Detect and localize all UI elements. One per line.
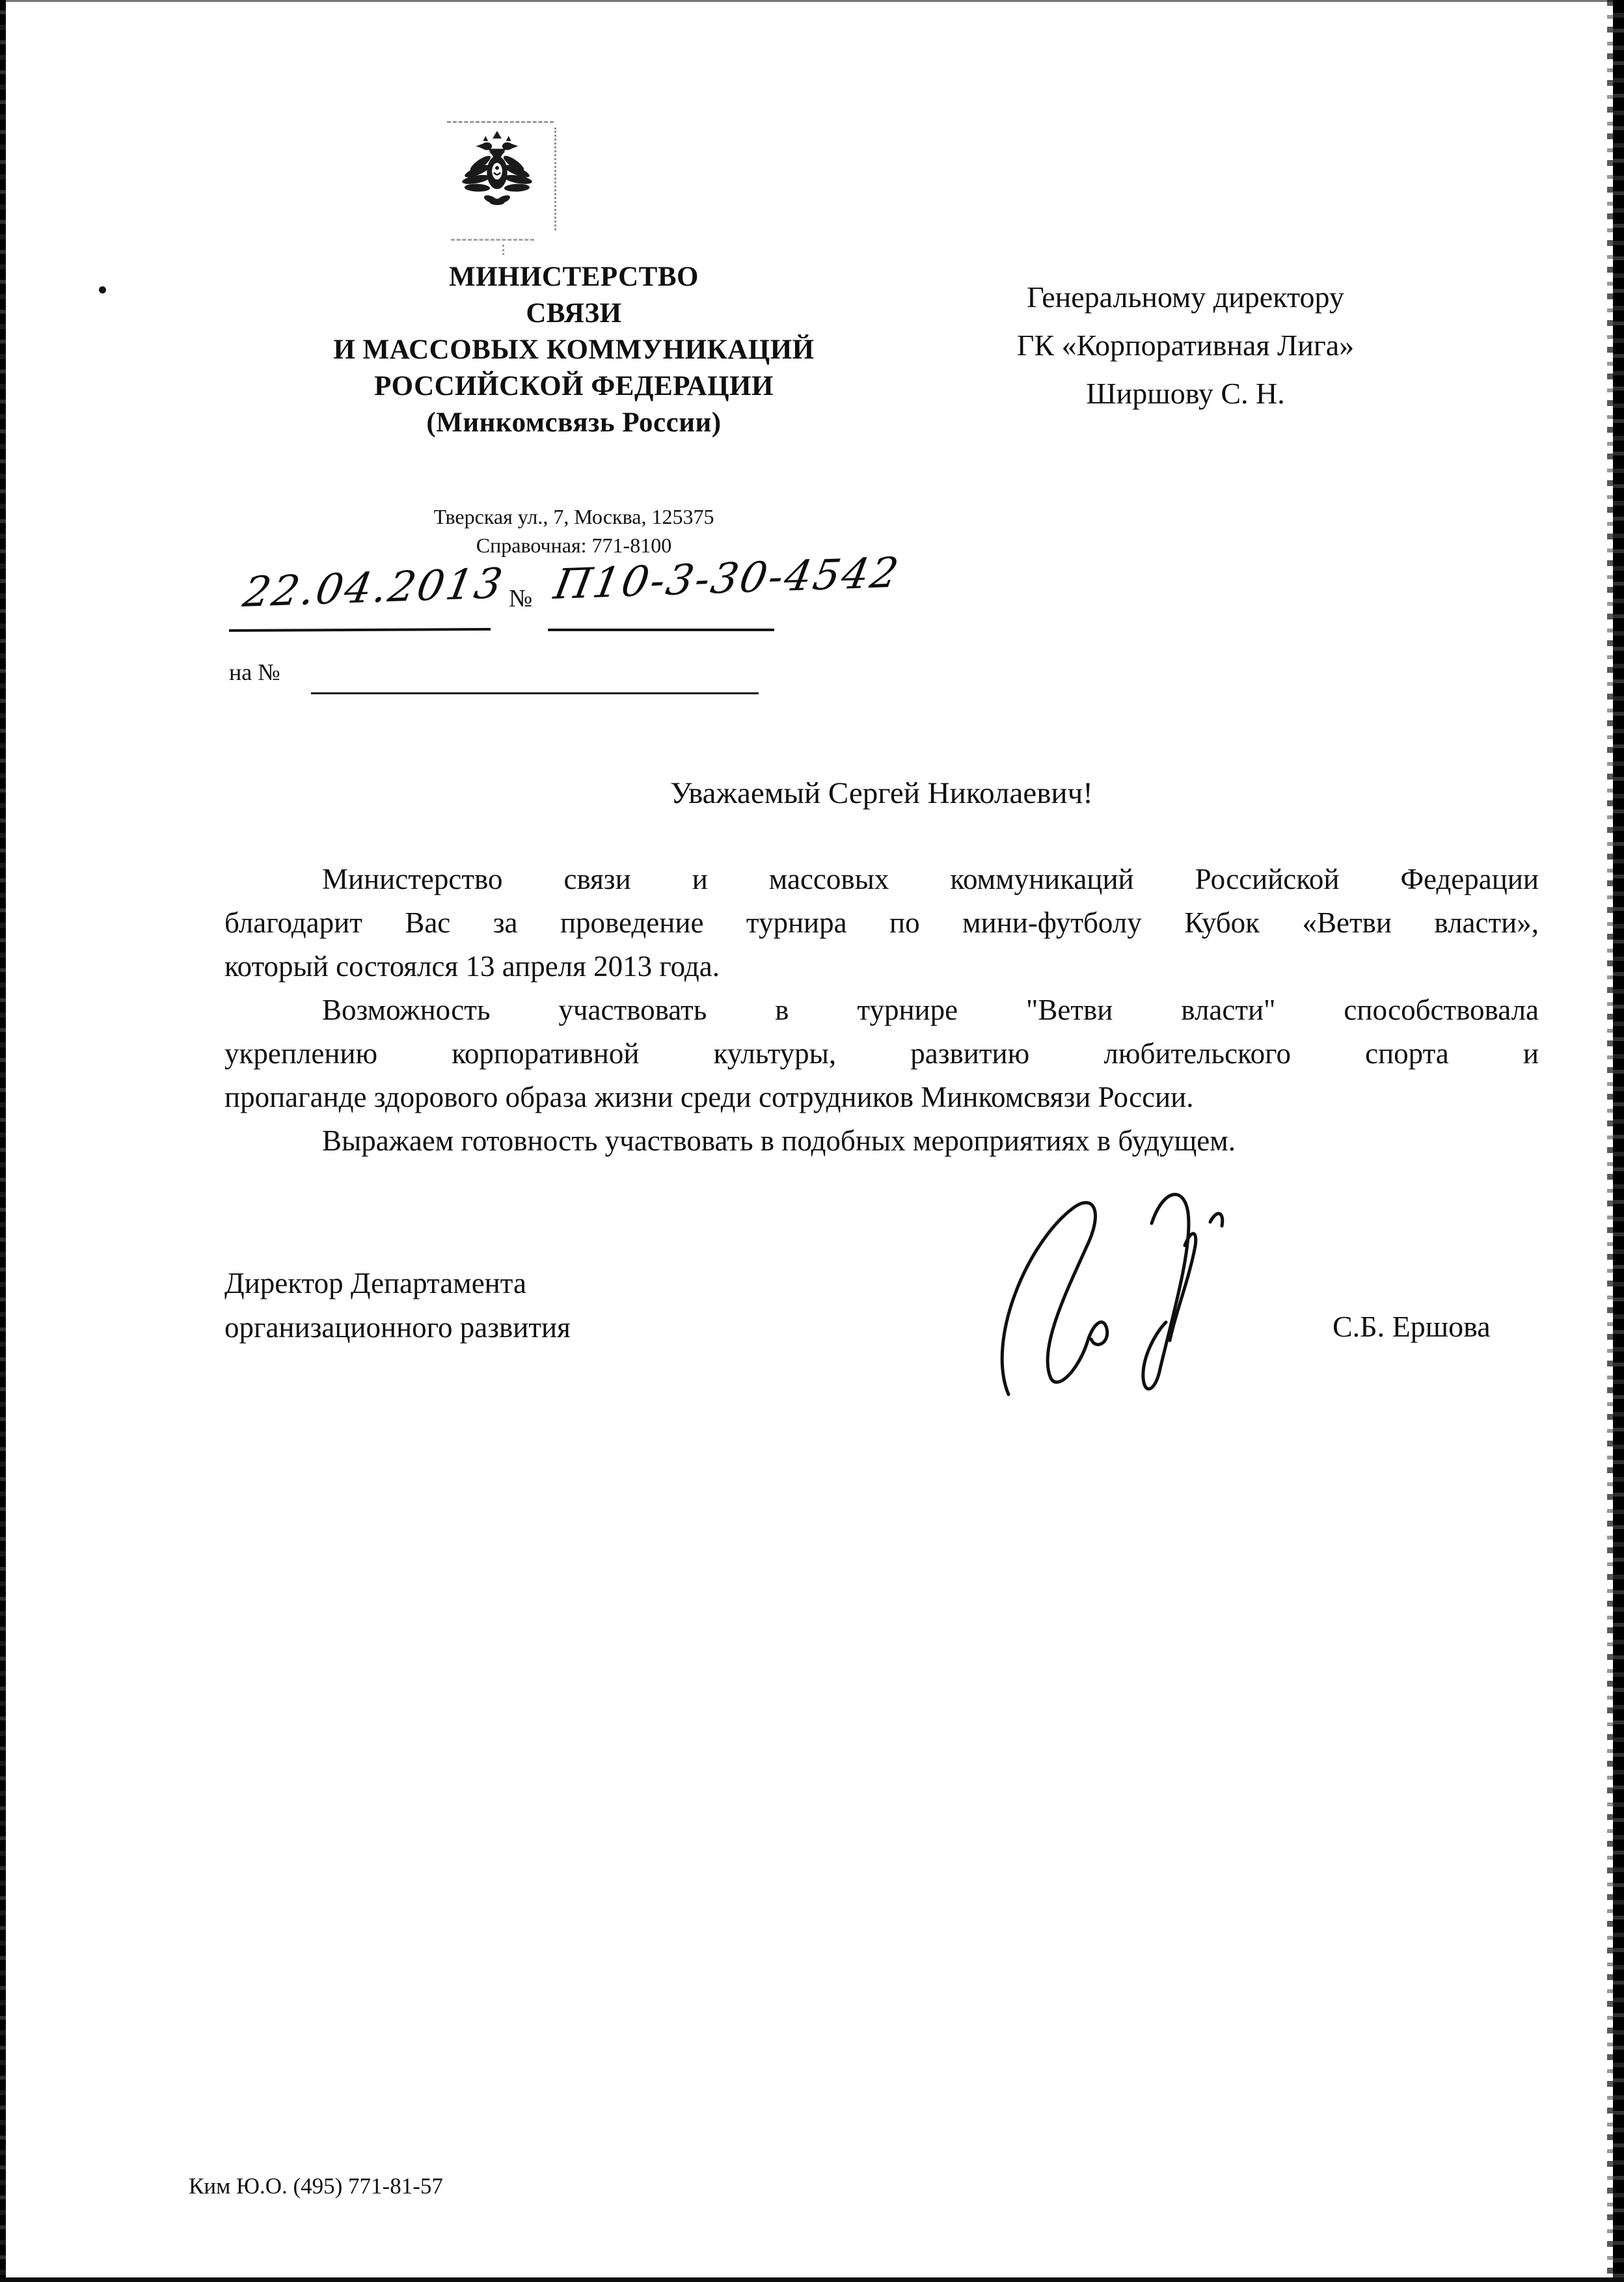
recipient-block bbox=[945, 273, 1426, 418]
body-line: пропаганде здорового образа жизни среди сотрудников Минкомсвязи России. bbox=[224, 1081, 1194, 1113]
signer-name: С.Б. Ершова bbox=[1333, 1310, 1491, 1343]
body-line: который состоялся 13 апреля 2013 года. bbox=[224, 950, 720, 983]
outgoing-number-handwritten: П10-3-30-4542 bbox=[550, 549, 904, 609]
recipient-line: Ширшову С. Н. bbox=[1086, 377, 1285, 410]
scan-edge-right bbox=[1613, 0, 1624, 2282]
recipient-line: ГК «Корпоративная Лига» bbox=[1016, 329, 1355, 362]
ministry-name-block bbox=[229, 259, 919, 441]
date-underline bbox=[229, 628, 491, 632]
body-line: Возможность участвовать в турнире "Ветви власти" способствовала bbox=[322, 994, 1539, 1026]
org-address-block bbox=[229, 502, 919, 560]
ministry-line: МИНИСТЕРСТВО bbox=[449, 262, 699, 292]
reply-ref-blank-line bbox=[311, 692, 759, 694]
scan-edge-right-speckle bbox=[1607, 0, 1613, 2282]
emblem-block bbox=[444, 121, 556, 242]
body-line: укреплению корпоративной культуры, развитию любительского спорта и bbox=[224, 1037, 1539, 1070]
reply-ref-label: на № bbox=[229, 659, 280, 685]
crop-mark-top bbox=[447, 121, 554, 123]
signer-title-block bbox=[224, 1261, 571, 1350]
signer-title-line: организационного развития bbox=[224, 1311, 571, 1344]
body-line: Выражаем готовность участвовать в подобных мероприятиях в будущем. bbox=[322, 1124, 1236, 1157]
crop-mark-right bbox=[554, 128, 556, 230]
crop-mark-bottom bbox=[451, 239, 534, 241]
executor-contact: Ким Ю.О. (495) 771-81-57 bbox=[189, 2173, 443, 2199]
signature-scrawl-icon bbox=[989, 1183, 1262, 1398]
letter-body bbox=[224, 858, 1539, 1163]
ministry-line: РОССИЙСКОЙ ФЕДЕРАЦИИ bbox=[374, 371, 774, 401]
numero-sign: № bbox=[509, 585, 533, 612]
signer-title-line: Директор Департамента bbox=[224, 1267, 526, 1299]
recipient-line: Генеральному директору bbox=[1027, 280, 1344, 314]
crop-mark-tick bbox=[502, 245, 504, 255]
ink-dot-artifact bbox=[99, 286, 106, 293]
ministry-line: СВЯЗИ bbox=[526, 298, 622, 329]
ministry-line: И МАССОВЫХ КОММУНИКАЦИЙ bbox=[333, 334, 815, 365]
org-address-line: Тверская ул., 7, Москва, 125375 bbox=[433, 505, 714, 528]
scan-edge-bottom bbox=[0, 2277, 1624, 2282]
number-underline bbox=[548, 629, 774, 631]
scan-edge-left bbox=[0, 0, 6, 2282]
ministry-line: (Минкомсвязь России) bbox=[426, 407, 722, 438]
russian-coat-of-arms-icon bbox=[459, 129, 535, 215]
outgoing-date-handwritten: 22.04.2013 bbox=[239, 560, 508, 617]
org-address-line: Справочная: 771-8100 bbox=[476, 534, 672, 557]
salutation: Уважаемый Сергей Николаевич! bbox=[670, 776, 1093, 810]
scan-edge-top bbox=[0, 0, 1624, 2]
body-line: Министерство связи и массовых коммуникаций Российской Федерации bbox=[322, 863, 1539, 895]
body-line: благодарит Вас за проведение турнира по мини-футболу Кубок «Ветви власти», bbox=[224, 906, 1539, 939]
